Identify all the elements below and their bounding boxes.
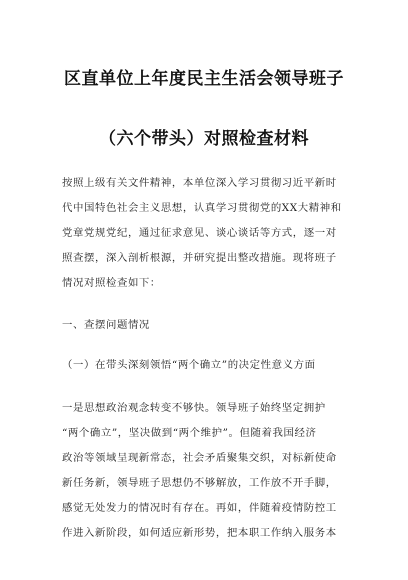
document-title-line-1: 区直单位上年度民主生活会领导班子 xyxy=(64,69,344,89)
paragraph-line-6: 作进入新阶段，如何适应新形势，把本职工作纳入服务本 xyxy=(62,527,337,539)
paragraph-line-3: 政治等领域呈现新常态，社会矛盾聚集交织，对标新使命 xyxy=(62,452,337,464)
paragraph-line-1: 一是思想政治观念转变不够快。领导班子始终坚定拥护 xyxy=(62,402,326,414)
paragraph-line-5: 感觉无处发力的情况时有存在。再如，伴随着疫情防控工 xyxy=(62,502,337,514)
paragraph-line-4: 新任务新，领导班子思想仍不够解放，工作放不开手脚， xyxy=(62,477,337,489)
document-title-line-2: （六个带头）对照检查材料 xyxy=(99,129,309,149)
intro-line-1: 按照上级有关文件精神，本单位深入学习贯彻习近平新时 xyxy=(62,177,337,189)
subsection-heading: （一）在带头深刻领悟“两个确立”的决定性意义方面 xyxy=(62,359,316,371)
intro-line-3: 党章党规党纪，通过征求意见、谈心谈话等方式，逐一对 xyxy=(62,227,337,239)
intro-line-2: 代中国特色社会主义思想，认真学习贯彻党的XX大精神和 xyxy=(62,202,342,214)
section-heading: 一、查摆问题情况 xyxy=(62,319,150,331)
paragraph-line-2: “两个确立”，坚决做到“两个维护”。但随着我国经济 xyxy=(62,427,317,439)
intro-line-5: 情况对照检查如下： xyxy=(62,277,161,289)
intro-line-4: 照查摆，深入剖析根源，并研究提出整改措施。现将班子 xyxy=(62,252,337,264)
